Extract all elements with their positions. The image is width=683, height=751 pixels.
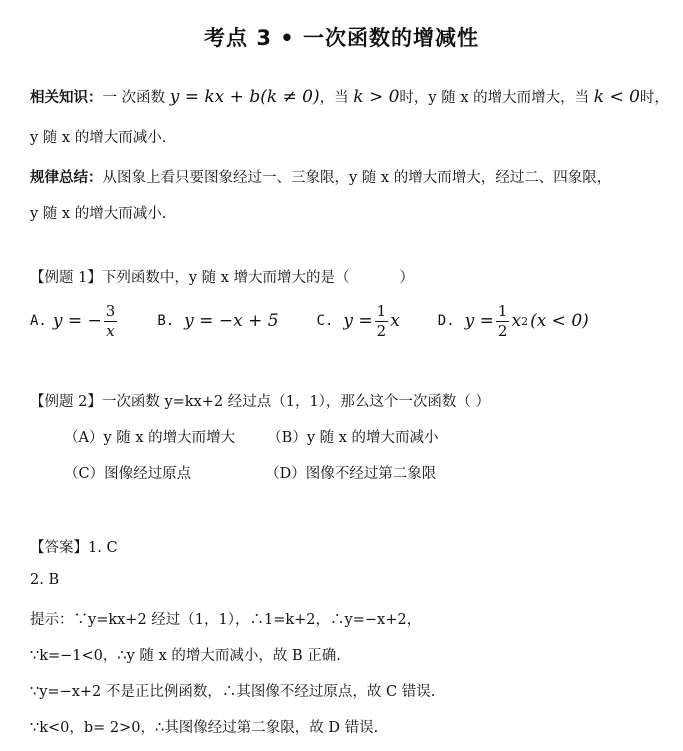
example2-options-row-1	[64, 426, 439, 447]
option-a-label: A.	[30, 313, 47, 329]
answer-line-1: 【答案】1. C	[30, 540, 118, 556]
example1-stem-prefix: 【例题 1】下列函数中，	[30, 270, 189, 286]
example2-stem: 【例题 2】一次函数 y=kx+2 经过点（1，1），那么这个一次函数（ ）	[30, 394, 491, 410]
option-d-label: D.	[437, 313, 455, 329]
knowledge-prefix: 一 次函数	[102, 90, 166, 106]
option-d-fraction	[496, 301, 510, 340]
option-d-condition: (x < 0)	[530, 311, 589, 331]
example2-option-d: （D）图像不经过第二象限	[265, 466, 437, 482]
option-a-numerator: 3	[105, 301, 116, 320]
knowledge-line-1	[30, 86, 669, 107]
example1-stem-blank: ）	[399, 270, 415, 286]
option-d-lhs: y =	[464, 311, 494, 331]
knowledge-condition-positive: k > 0	[353, 87, 400, 107]
example2-option-c: （C）图像经过原点	[64, 466, 192, 482]
section-title: 考点 3 • 一次函数的增减性	[204, 26, 479, 50]
option-c-fraction	[375, 301, 389, 340]
knowledge-mid2: 时，y 随 x 的增大而增大，当	[399, 90, 590, 106]
example1-option-d	[437, 301, 589, 340]
option-c-numerator: 1	[376, 301, 387, 320]
answer-hint-line-1: 提示：∵y=kx+2 经过（1，1），∴1=k+2，∴y=−x+2，	[30, 612, 422, 628]
knowledge-expression: y = kx + b(k ≠ 0)	[169, 87, 320, 107]
answer-line-2: 2. B	[30, 572, 60, 588]
knowledge-mid1: ，当	[319, 90, 349, 106]
option-d-denominator: 2	[497, 321, 508, 340]
option-a-denominator: x	[106, 321, 115, 340]
option-d-numerator: 1	[497, 301, 508, 320]
option-a-lhs: y = −	[52, 311, 102, 331]
option-c-rhs: x	[390, 311, 400, 331]
example1-stem	[30, 266, 414, 287]
option-a-fraction	[104, 301, 118, 340]
example1-option-a	[30, 301, 119, 340]
option-b-expression: y = −x + 5	[184, 311, 279, 331]
answer-hint-line-2: ∵k=−1<0，∴y 随 x 的增大而减小，故 B 正确.	[30, 648, 341, 664]
answer-hint-line-4: ∵k<0，b= 2>0，∴其图像经过第二象限，故 D 错误.	[30, 720, 379, 736]
knowledge-condition-negative: k < 0	[593, 87, 640, 107]
knowledge-label: 相关知识：	[30, 90, 103, 106]
knowledge-suffix: 时，	[639, 90, 669, 106]
example2-options-row-2	[64, 462, 436, 483]
rule-line-1	[30, 166, 611, 187]
rule-text: 从图象上看只要图象经过一、三象限，y 随 x 的增大而增大，经过二、四象限，	[102, 170, 612, 186]
option-c-label: C.	[316, 313, 334, 329]
rule-line-2: y 随 x 的增大而减小.	[30, 206, 167, 222]
option-c-denominator: 2	[376, 321, 387, 340]
option-b-label: B.	[157, 313, 175, 329]
example1-stem-mid: y 随 x 增大而增大的是（	[188, 270, 350, 286]
rule-label: 规律总结：	[30, 170, 103, 186]
option-d-exponent: 2	[521, 314, 529, 328]
example1-options	[30, 300, 589, 342]
option-d-rhs: x	[511, 311, 522, 331]
example1-option-b	[157, 311, 278, 331]
example2-option-a: （A）y 随 x 的增大而增大	[64, 430, 236, 446]
knowledge-line-2: y 随 x 的增大而减小.	[30, 130, 167, 146]
example1-option-c	[316, 301, 400, 340]
answer-hint-line-3: ∵y=−x+2 不是正比例函数，∴其图像不经过原点，故 C 错误.	[30, 684, 436, 700]
option-c-lhs: y =	[343, 311, 373, 331]
example2-option-b: （B）y 随 x 的增大而减小	[267, 430, 439, 446]
